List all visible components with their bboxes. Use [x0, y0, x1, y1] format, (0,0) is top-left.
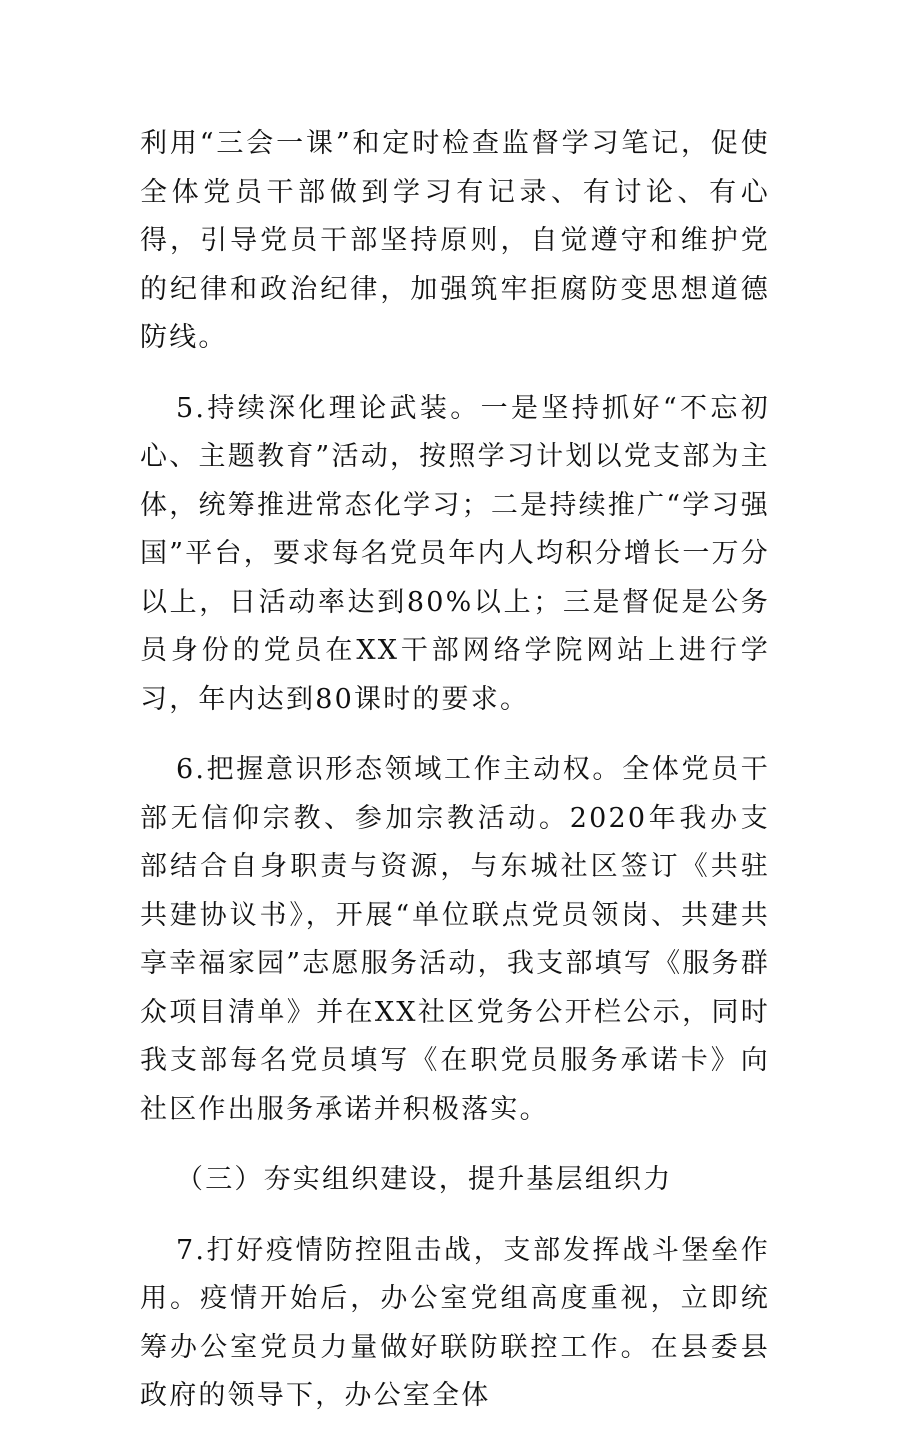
section-heading: （三）夯实组织建设，提升基层组织力 — [176, 1164, 673, 1195]
paragraph-item-5: 5.持续深化理论武装。一是坚持抓好“不忘初心、主题教育”活动，按照学习计划以党支部为主体，统筹推进常态化学习；二是持续推广“学习强国”平台，要求每名党员年内人均积分增长一万分以上，日活动率达到80%以上；三是督促是公务员身份的党员在XX干部网络学院网站上进行学习，年内达到80课时的要求。 — [140, 392, 770, 715]
paragraph-continuation: 利用“三会一课”和定时检查监督学习笔记，促使全体党员干部做到学习有记录、有讨论、有心得，引导党员干部坚持原则，自觉遵守和维护党的纪律和政治纪律，加强筑牢拒腐防变思想道德防线。 — [140, 128, 770, 353]
paragraph-item-7: 7.打好疫情防控阻击战，支部发挥战斗堡垒作用。疫情开始后，办公室党组高度重视，立即统筹办公室党员力量做好联防联控工作。在县委县政府的领导下，办公室全体 — [140, 1234, 770, 1411]
document-body — [140, 120, 770, 1443]
paragraph-item-6: 6.把握意识形态领域工作主动权。全体党员干部无信仰宗教、参加宗教活动。2020年我办支部结合自身职责与资源，与东城社区签订《共驻共建协议书》，开展“单位联点党员领岗、共建共享幸福家园”志愿服务活动，我支部填写《服务群众项目清单》并在XX社区党务公开栏公示，同时我支部每名党员填写《在职党员服务承诺卡》向社区作出服务承诺并积极落实。 — [140, 754, 770, 1125]
